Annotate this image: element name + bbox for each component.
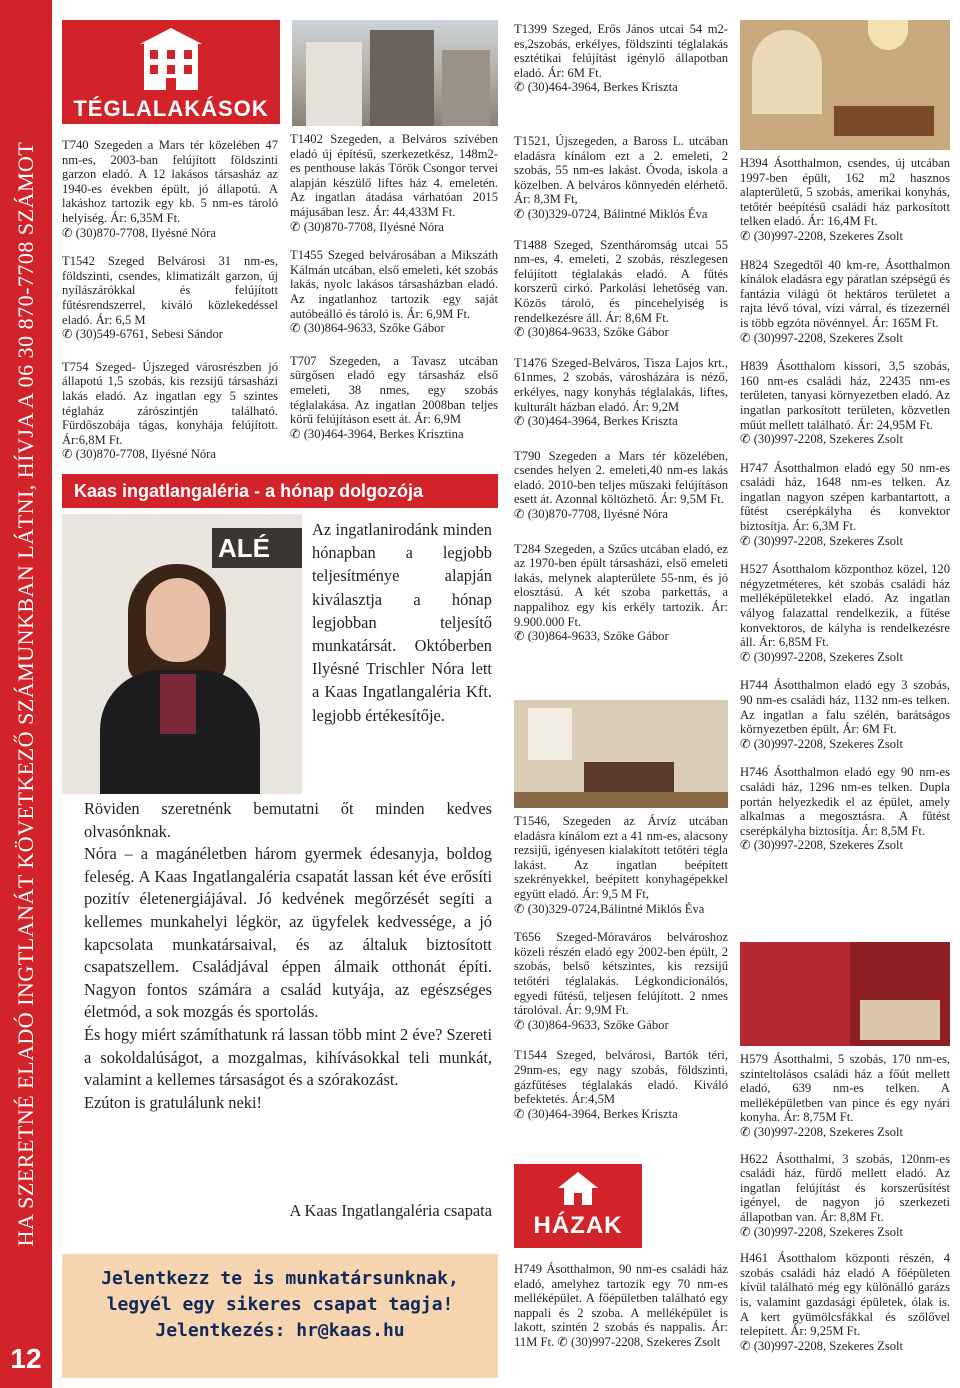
- listing-text: T1476 Szeged-Belváros, Tisza Lajos krt., 61nmes, 2 szobás, városházára is néző, erkélyes, nagy konyhás téglalakás, liftes, kulturált házban eladó. Ár: 9,2M: [514, 355, 728, 414]
- listing: [62, 360, 278, 462]
- interior-photo: [740, 20, 950, 150]
- listing-phone: ✆ (30)864-9633, Szőke Gábor: [514, 629, 669, 644]
- listing-text: T790 Szegeden a Mars tér közelében, csendes helyen 2. emeleti,40 nm-es lakás eladó. 2010-ben teljes műszaki felújításon esett át. Azonnal költözhető. Ár: 9,5M Ft.: [514, 448, 728, 507]
- listing-text: H744 Ásotthalmon eladó egy 3 szobás, 90 nm-es családi ház, 1132 nm-es telken. Az ingatlan a falu szélén, barátságos környezetben épült, Ár: 6M Ft.: [740, 678, 950, 737]
- listing-text: T656 Szeged-Móraváros belvároshoz közeli részén eladó egy 2002-ben épült, 2 szobás, belső kétszintes, kis rezsijű tetőtéri téglalakás. Légkondicionálós, egyedi fűtésű, teljesen felújított. 2 nmes tárolóval. Ár: 9,9M Ft.: [514, 930, 728, 1018]
- listing-phone: ✆ (30)864-9633, Szőke Gábor: [514, 1017, 669, 1032]
- listing-text: H746 Ásotthalmon eladó egy 90 nm-es családi ház, 1296 nm-es telken. Dupla portán helyezkedik el az épület, amely alkalmas a megosztásra. A fűtést cserépkályha biztosítja. Ár: 8,5M Ft.: [740, 765, 950, 838]
- listing-phone: ✆ (30)329-0724,Bálintné Miklós Éva: [514, 901, 705, 916]
- listing-phone: ✆ (30)864-9633, Szőke Gábor: [514, 325, 669, 340]
- listing: [62, 254, 278, 342]
- portrait-background-sign: ALÉ: [212, 528, 302, 568]
- column-2: [290, 132, 498, 441]
- interior-photo-chandelier: [868, 20, 908, 50]
- listing-text: H747 Ásotthalmon eladó egy 50 nm-es családi ház, 1648 nm-es telken. Az ingatlan nagyon szépen karbantartott, a fűtést cserépkályha és konvektor biztosítja. Ár: 6,3M Ft.: [740, 460, 950, 534]
- listing: [740, 1251, 950, 1353]
- recruitment-email[interactable]: Jelentkezés: hr@kaas.hu: [155, 1320, 405, 1341]
- listing-text: H579 Ásotthalmi, 5 szobás, 170 nm-es, szinteltolásos családi ház a főút mellett eladó, 639 nm-es telken. A melléképületben van pince és egy nyári konyha. Ár: 8,75M Ft.: [740, 1052, 950, 1125]
- listing-text: H824 Szegedtől 40 km-re, Ásotthalmon kínálok eladásra egy páratlan szépségű és fantázia világú öt hektáros területet a rajta lévő tóval, vízi várral, és tízezernél is több egzóta növénnyel. Ár: 165M Ft.: [740, 257, 950, 330]
- listing-phone: ✆ (30)464-3964, Berkes Kriszta: [514, 414, 678, 429]
- listing: [514, 238, 728, 340]
- listing-phone: ✆ (30)997-2208, Szekeres Zsolt: [740, 1124, 904, 1139]
- listing-phone: ✆ (30)870-7708, Ilyésné Nóra: [514, 507, 668, 522]
- listing-text: H394 Ásotthalmon, csendes, új utcában 1997-ben épült, 162 m2 hasznos alapterületű, 5 szobás, amerikai konyhás, tetőtér beépítésű családi ház parkosított telken eladó. Ár: 16,4M Ft.: [740, 156, 950, 229]
- listing-text: H461 Ásotthalom központi részén, 4 szobás családi ház eladó A főépületen kívül található még egy különálló garázs is, valamint gazdasági épületek, ólak is. A kert gyümölcsfákkal és szőlővel telepített. Ár: 9,25M Ft.: [740, 1251, 950, 1339]
- listing-text: T1402 Szegeden, a Belváros szívében eladó új építésű, szerkezetkész, 148m2-es penthouse lakás Török Csongor tervei alapján készülő liftes ház 4. emeletén. Az ingatlan átadása várhatóan 2015 májusában lesz. Ár: 44,433M Ft.: [290, 132, 498, 219]
- recruitment-line: legyél egy sikeres csapat tagja!: [106, 1294, 454, 1315]
- listing-phone: ✆ (30)997-2208, Szekeres Zsolt: [740, 330, 904, 345]
- listing-phone: ✆ (30)997-2208, Szekeres Zsolt: [740, 1338, 904, 1353]
- employee-portrait-photo: [62, 514, 302, 794]
- listing-text: H622 Ásotthalmi, 3 szobás, 120nm-es családi ház, fürdő mellett eladó. Az ingatlan felújítást és korszerűsítést igényel, de nagyon jó szerkezeti állapotban van. Ár: 8,8M Ft.: [740, 1151, 950, 1224]
- column-3-houses: [514, 1262, 728, 1350]
- listing-phone: ✆ (30)464-3964, Berkes Kriszta: [514, 80, 678, 95]
- listing: [740, 562, 950, 664]
- recruitment-box: [62, 1254, 498, 1378]
- listing: [514, 930, 728, 1032]
- listing: [514, 356, 728, 429]
- listing-text: T1521, Újszegeden, a Baross L. utcában eladásra kínálom ezt a 2. emeleti, 2 szobás, 55 nm-es lakást. Óvoda, iskola a közelben. A belváros könnyedén elérhető. Ár: 8,3M Ft,: [514, 134, 728, 207]
- listing: [514, 814, 728, 916]
- listing-text: H527 Ásotthalom központhoz közel, 120 négyzetméteres, két szobás családi ház melléképületekkel eladó. Az ingatlan vályog falazattal rendelkezik, a fűtése konvektoros, de kályha is rendelkezésre áll. Ár: 6,85M Ft.: [740, 562, 950, 650]
- listing-phone: ✆ (30)870-7708, Ilyésné Nóra: [62, 225, 216, 240]
- listing: [514, 1262, 728, 1350]
- listing: [740, 359, 950, 447]
- listing: [514, 449, 728, 522]
- article-intro: Az ingatlanirodánk minden hónapban a legjobb teljesítménye alapján kiválasztja a hónap legjobban teljesítő munkatársát. Októberben Ilyésné Trischler Nóra lett a Kaas Ingatlangaléria Kft. legjobb értékesítője.: [312, 520, 492, 725]
- listing-text: T740 Szegeden a Mars tér közelében 47 nm-es, 2003-ban felújított földszinti garzon eladó. A 12 lakásos társasház az 1940-es években épült, jó állapotú. A lakáshoz tartozik egy kb. 5 nm-es tároló helyiség. Ár: 6,35M Ft.: [62, 138, 278, 225]
- recruitment-line: Jelentkezz te is munkatársunknak,: [101, 1268, 459, 1289]
- listing-phone: ✆ (30)464-3964, Berkes Kriszta: [514, 1106, 678, 1121]
- red-room-photo-wall: [740, 942, 850, 1046]
- article-paragraph: És hogy miért számíthatunk rá lassan több mint 2 éve? Szereti a sokoldalúságot, a mozgalmas, kihívásokkal teli munkát, valamint a kellemes társaságot és a szórakozást.: [84, 1024, 492, 1090]
- room-photo-floor: [514, 792, 728, 808]
- listing: [514, 134, 728, 222]
- portrait-face: [146, 578, 210, 662]
- listing-text: T284 Szegeden, a Szűcs utcában eladó, ez az 1970-ben épült társasházi, első emeleti lakás, melynek alapterülete 55-nm, és jó elosztású. A két szoba parkettás, a nappalihoz egy kis erkély tartozik. Ár: 9.900.000 Ft.: [514, 541, 728, 629]
- listing-text: T1546, Szegeden az Árvíz utcában eladásra kínálom ezt a 41 nm-es, alacsony rezsijű, igényesen kialakított tetőtéri tégla lakást. Az ingatlan beépített szekrényekkel, beépített konyhagépekkel együtt eladó. Ár: 9,5 M Ft,: [514, 814, 728, 901]
- listing-phone: ✆ (30)864-9633, Szőke Gábor: [290, 321, 445, 336]
- listing-text: T1488 Szeged, Szentháromság utcai 55 nm-es, 4. emeleti, 2 szobás, részlegesen felújított téglalakás eladó. A fűtés korszerű cirkó. Parkolási lehetőség van. Közös tároló, és pincehelyiség is rendelkezésre áll. Ár: 8,6M Ft.: [514, 237, 728, 325]
- section-teglalakasok-title: TÉGLALAKÁSOK: [73, 96, 269, 121]
- listing-text: H839 Ásotthalom kissori, 3,5 szobás, 160 nm-es családi ház, 22435 nm-es területen, tanyasi környezetben eladó. Az ingatlan parkosított területen, közvetlen műút mellett található. Ár: 24,95M Ft.: [740, 359, 950, 432]
- page-number: 12: [0, 1330, 52, 1388]
- portrait-blouse: [160, 674, 196, 734]
- listing: [62, 138, 278, 240]
- apartment-building-icon: [136, 26, 206, 92]
- listing-text: T1544 Szeged, belvárosi, Bartók téri, 29nm-es, egy nagy szobás, földszinti, gázfűtéses téglalakás eladó. Kiváló befektetés. Ár:4,5M: [514, 1048, 728, 1107]
- listing-phone: ✆ (30)997-2208, Szekeres Zsolt: [740, 838, 904, 853]
- listing-phone: ✆ (30)997-2208, Szekeres Zsolt: [740, 1224, 904, 1239]
- side-banner: [0, 0, 52, 1388]
- listing: [290, 248, 498, 336]
- listing-phone: ✆ (30)870-7708, Ilyésné Nóra: [290, 219, 444, 234]
- employee-of-month-banner: Kaas ingatlangaléria - a hónap dolgozója: [62, 474, 498, 508]
- listing-phone: ✆ (30)997-2208, Szekeres Zsolt: [740, 432, 904, 447]
- column-4-lower: [740, 1052, 950, 1353]
- interior-photo-table: [834, 106, 934, 136]
- listing-phone: ✆ (30)329-0724, Bálintné Miklós Éva: [514, 206, 708, 221]
- listing-text: T1542 Szeged Belvárosi 31 nm-es, földszinti, csendes, klimatizált garzon, új nyílászárókkal és felújított fűtésrendszerrel, kiváló közlekedéssel eladó. Ár: 6,5 M: [62, 254, 278, 327]
- listing-text: T707 Szegeden, a Tavasz utcában sürgősen eladó egy társasház első emeleti, 38 nmes, egy szobás téglalakása. Az ingatlan 2008ban teljes körű felújításon esett át. Ár: 6,9M: [290, 353, 498, 427]
- listing-phone: ✆ (30)870-7708, Ilyésné Nóra: [62, 447, 216, 462]
- listing: [740, 678, 950, 751]
- column-3: [514, 22, 728, 95]
- building-photo: [292, 20, 498, 126]
- article-signature: A Kaas Ingatlangaléria csapata: [289, 1201, 492, 1220]
- article-paragraph: Röviden szeretnénk bemutatni őt minden kedves olvasónknak.: [84, 799, 492, 841]
- listing-text: T1399 Szeged, Erős János utcai 54 m2-es,2szobás, erkélyes, földszinti téglalakás esztétikai felújítást igénylő állapotban eladó. Ár: 6M Ft.: [514, 22, 728, 80]
- column-4: [740, 156, 950, 853]
- section-hazak: [514, 1164, 642, 1248]
- room-photo: [514, 700, 728, 808]
- building-photo-block: [442, 50, 490, 126]
- side-banner-text: HA SZERETNÉ ELADÓ INGTLANÁT KÖVETKEZŐ SZÁMUNKBAN LÁTNI, HÍVJA A 06 30 870-7708 SZÁMOT: [13, 141, 38, 1247]
- article-body: [84, 798, 492, 1114]
- listing: [740, 765, 950, 853]
- red-room-photo-bed: [860, 1000, 940, 1040]
- listing: [740, 1052, 950, 1140]
- interior-photo-arch: [752, 30, 822, 114]
- listing: [514, 1048, 728, 1121]
- listing: [290, 354, 498, 442]
- room-photo-window: [528, 708, 572, 760]
- listing: [514, 542, 728, 644]
- listing-phone: ✆ (30)464-3964, Berkes Krisztina: [290, 426, 464, 441]
- article-paragraph: Nóra – a magánéletben három gyermek édesanyja, boldog feleség. A Kaas Ingatlangaléria csapatát lassan két éve erősíti pozitív életenergiájával. Jó kedvének megőrzését segíti a kellemes munkahelyi légkör, az ügyfelek kedvessége, a jó kapcsolata munkatársaival, és az általuk biztosított csapatszellem. Családjával éppen álmaik otthonát építi. Nagyon fontos számára a család kutyája, az egészséges életmód, a sok mozgás és sportolás.: [84, 844, 492, 1022]
- listing-phone: ✆ (30)997-2208, Szekeres Zsolt: [740, 228, 904, 243]
- listing: [514, 22, 728, 95]
- column-1: [62, 138, 278, 462]
- building-photo-block: [306, 42, 362, 126]
- listing-phone: ✆ (30)997-2208, Szekeres Zsolt: [740, 533, 904, 548]
- article-paragraph: Ezúton is gratulálunk neki!: [84, 1092, 262, 1112]
- listing-phone: ✆ (30)549-6761, Sebesi Sándor: [62, 327, 223, 342]
- house-icon: [556, 1170, 600, 1206]
- listing-text: T754 Szeged- Újszeged városrészben jó állapotú 1,5 szobás, kis rezsijű társasházi lakás eladó. Az ingatlan egy 5 szintes téglaház zárószintjén található. Fürdőszobája tágas, konyhája felújított. Ár:6,8M Ft.: [62, 359, 278, 447]
- column-3-middle: [514, 134, 728, 644]
- red-room-photo: [740, 942, 950, 1046]
- listing-phone: ✆ (30)997-2208, Szekeres Zsolt: [740, 649, 904, 664]
- column-3-lower: [514, 814, 728, 1121]
- listing: [740, 156, 950, 244]
- listing: [740, 258, 950, 346]
- listing: [740, 1152, 950, 1240]
- listing: [740, 461, 950, 549]
- section-teglalakasok: [62, 20, 280, 124]
- listing-text: T1455 Szeged belvárosában a Mikszáth Kálmán utcában, első emeleti, két szobás lakás, nyolc lakásos társasházban eladó. Az ingatlanhoz tartozik egy saját autóbeálló és tároló is. Ár: 6,9M Ft.: [290, 248, 498, 321]
- section-hazak-title: HÁZAK: [533, 1212, 623, 1239]
- listing-phone: ✆ (30)997-2208, Szekeres Zsolt: [740, 736, 904, 751]
- listing: [290, 132, 498, 234]
- building-photo-block: [370, 30, 434, 126]
- listing-text: H749 Ásotthalmon, 90 nm-es családi ház eladó, amelyhez tartozik egy 70 nm-es melléképület. A főépületben található egy nappali és 2 szoba. A melléképület is lakott, szintén 2 szobás és nappalis. Ár: 11M Ft. ✆ (30)997-2208, Szekeres Zsolt: [514, 1262, 728, 1349]
